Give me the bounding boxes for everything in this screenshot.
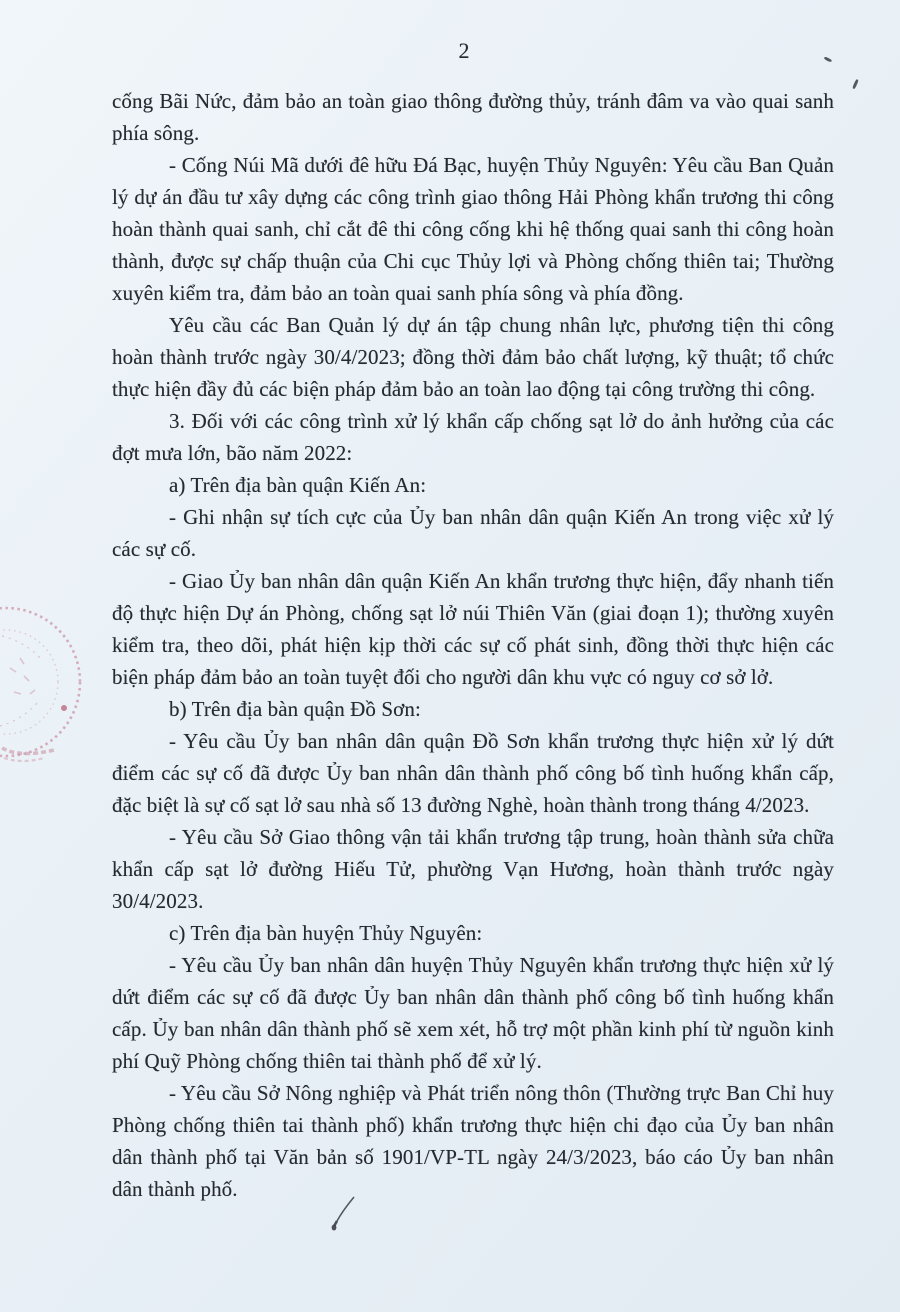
paragraph: c) Trên địa bàn huyện Thủy Nguyên: (169, 921, 483, 945)
paragraph: 3. Đối với các công trình xử lý khẩn cấp chống sạt lở do ảnh hưởng của các đợt mưa lớn, bão năm 2022: (112, 409, 834, 465)
paragraph: cống Bãi Nức, đảm bảo an toàn giao thông đường thủy, tránh đâm va vào quai sanh phía sông. (112, 89, 834, 145)
red-stamp-icon (0, 598, 95, 783)
paragraph: - Giao Ủy ban nhân dân quận Kiến An khẩn trương thực hiện, đẩy nhanh tiến độ thực hiện Dự án Phòng, chống sạt lở núi Thiên Văn (giai đoạn 1); thường xuyên kiểm tra, theo dõi, phát hiện kịp thời các sự cố phát sinh, đồng thời thực hiện các biện pháp đảm bảo an toàn tuyệt đối cho người dân khu vực có nguy cơ sở lở. (112, 569, 834, 689)
paragraph: Yêu cầu các Ban Quản lý dự án tập chung nhân lực, phương tiện thi công hoàn thành trước ngày 30/4/2023; đồng thời đảm bảo chất lượng, kỹ thuật; tổ chức thực hiện đầy đủ các biện pháp đảm bảo an toàn lao động tại công trường thi công. (112, 313, 834, 401)
paragraph: a) Trên địa bàn quận Kiến An: (169, 473, 427, 497)
paragraph: - Yêu cầu Sở Giao thông vận tải khẩn trương tập trung, hoàn thành sửa chữa khẩn cấp sạt lở đường Hiếu Tử, phường Vạn Hương, hoàn thành trước ngày 30/4/2023. (112, 825, 834, 913)
stamp-dot (61, 705, 67, 711)
paragraph: - Yêu cầu Sở Nông nghiệp và Phát triển nông thôn (Thường trực Ban Chỉ huy Phòng chống thiên tai thành phố) khẩn trương thực hiện chi đạo của Ủy ban nhân dân thành phố tại Văn bản số 1901/VP-TL ngày 24/3/2023, báo cáo Ủy ban nhân dân thành phố. (112, 1081, 834, 1201)
paragraph: b) Trên địa bàn quận Đồ Sơn: (169, 697, 421, 721)
pen-speck-icon (852, 79, 858, 89)
page-number: 2 (458, 38, 470, 63)
document-body (112, 85, 834, 1205)
paragraph: - Yêu cầu Ủy ban nhân dân huyện Thủy Nguyên khẩn trương thực hiện xử lý dứt điểm các sự cố đã được Ủy ban nhân dân thành phố công bố tình huống khẩn cấp. Ủy ban nhân dân thành phố sẽ xem xét, hỗ trợ một phần kinh phí từ nguồn kinh phí Quỹ Phòng chống thiên tai thành phố để xử lý. (112, 953, 834, 1073)
paragraph: - Yêu cầu Ủy ban nhân dân quận Đồ Sơn khẩn trương thực hiện xử lý dứt điểm các sự cố đã được Ủy ban nhân dân thành phố công bố tình huống khẩn cấp, đặc biệt là sự cố sạt lở sau nhà số 13 đường Nghè, hoàn thành trong tháng 4/2023. (112, 729, 834, 817)
paragraph: - Cống Núi Mã dưới đê hữu Đá Bạc, huyện Thủy Nguyên: Yêu cầu Ban Quản lý dự án đầu tư xây dựng các công trình giao thông Hải Phòng khẩn trương thi công hoàn thành quai sanh, chỉ cắt đê thi công cống khi hệ thống quai sanh thi công hoàn thành, được sự chấp thuận của Chi cục Thủy lợi và Phòng chống thiên tai; Thường xuyên kiểm tra, đảm bảo an toàn quai sanh phía sông và phía đồng. (112, 153, 834, 305)
paragraph: - Ghi nhận sự tích cực của Ủy ban nhân dân quận Kiến An trong việc xử lý các sự cố. (112, 505, 834, 561)
